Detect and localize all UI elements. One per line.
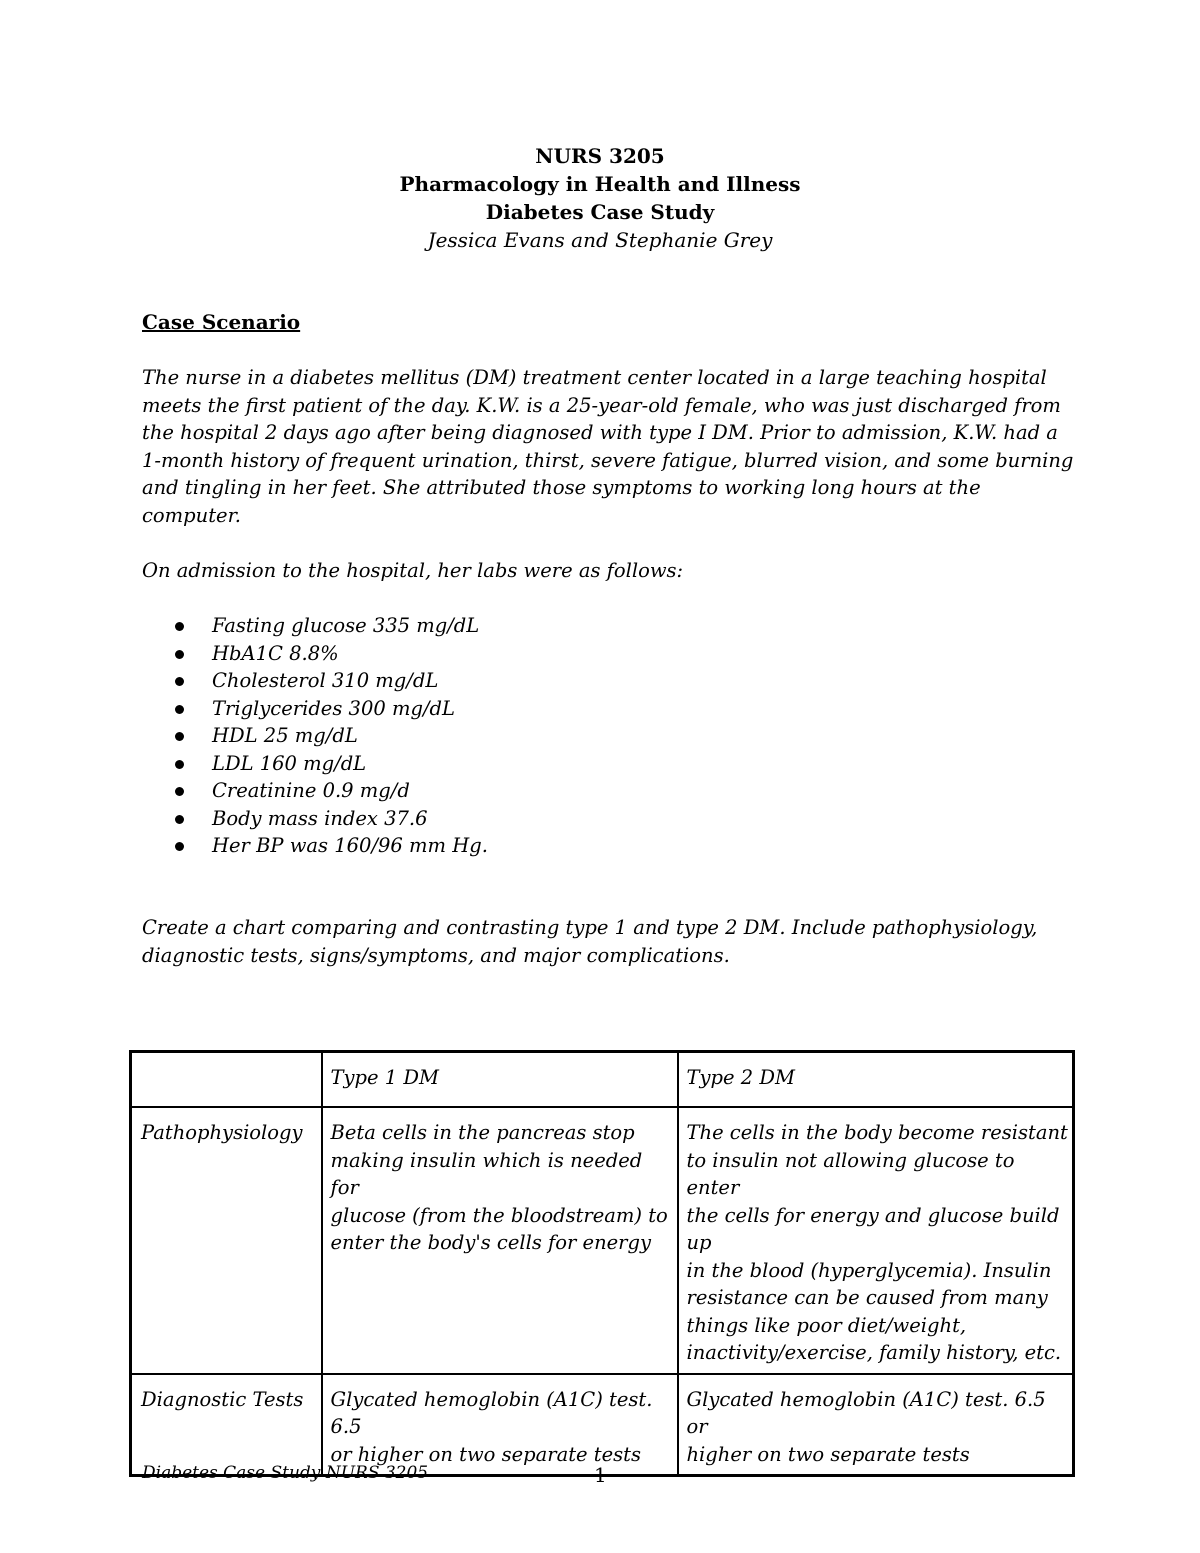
cell-line: The cells in the body become resistant — [686, 1121, 1068, 1144]
cell-line: enter the body's cells for energy — [330, 1231, 651, 1254]
title-block — [140, 142, 1060, 254]
table-header-cell: Type 1 DM — [322, 1052, 678, 1108]
cell-line: the cells for energy and glucose build up — [686, 1203, 1060, 1254]
cell-line: glucose (from the bloodstream) to — [330, 1203, 668, 1227]
paragraph-line: meets the first patient of the day. K.W. is a 25-year-old female, who was just discharged from — [142, 393, 1061, 417]
table-header-cell: Type 2 DM — [678, 1052, 1074, 1108]
cell-line: making insulin which is needed for — [330, 1148, 643, 1199]
document-title: Diabetes Case Study — [485, 200, 715, 224]
course-title: Pharmacology in Health and Illness — [399, 172, 801, 196]
cell-line: Beta cells in the pancreas stop — [330, 1121, 635, 1144]
cell-line: Glycated hemoglobin (A1C) test. 6.5 or — [686, 1387, 1046, 1438]
list-item — [142, 777, 488, 805]
list-item — [142, 832, 488, 860]
paragraph-line: computer. — [142, 503, 241, 527]
list-item — [142, 640, 488, 668]
dm-comparison-table — [129, 1050, 1075, 1477]
lab-value: Cholesterol 310 mg/dL — [212, 669, 439, 692]
lab-value: Body mass index 37.6 — [212, 806, 428, 830]
bullet-icon — [175, 842, 184, 851]
list-item — [142, 750, 488, 778]
cell-line: things like poor diet/weight, — [686, 1313, 967, 1337]
table-header-cell — [131, 1052, 322, 1108]
lab-value: LDL 160 mg/dL — [212, 751, 367, 775]
list-item — [142, 667, 488, 695]
lab-value: Creatinine 0.9 mg/d — [212, 779, 410, 802]
paragraph-line: diagnostic tests, signs/symptoms, and major complications. — [142, 943, 730, 967]
lab-value: Her BP was 160/96 mm Hg. — [212, 834, 488, 857]
cell-line: or higher on two separate tests — [330, 1442, 642, 1466]
table-cell — [678, 1107, 1074, 1374]
list-item — [142, 805, 488, 833]
row-label: Diagnostic Tests — [131, 1374, 322, 1476]
cell-line: to insulin not allowing glucose to enter — [686, 1148, 1015, 1199]
labs-intro — [142, 557, 1072, 585]
lab-value: HDL 25 mg/dL — [212, 724, 358, 747]
labs-list — [142, 612, 488, 860]
lab-value: Fasting glucose 335 mg/dL — [212, 614, 480, 637]
table-cell — [678, 1374, 1074, 1476]
task-paragraph — [142, 914, 1072, 969]
row-label: Pathophysiology — [131, 1107, 322, 1374]
table-header-row — [131, 1052, 1074, 1108]
bullet-icon — [175, 732, 184, 741]
paragraph-line: Create a chart comparing and contrasting type 1 and type 2 DM. Include pathophysiology, — [142, 916, 1038, 939]
paragraph-line: The nurse in a diabetes mellitus (DM) treatment center located in a large teaching hospital — [142, 366, 1047, 389]
cell-line: inactivity/exercise, family history, etc. — [686, 1341, 1062, 1364]
table-cell — [322, 1107, 678, 1374]
bullet-icon — [175, 677, 184, 686]
bullet-icon — [175, 815, 184, 824]
bullet-icon — [175, 622, 184, 631]
list-item — [142, 722, 488, 750]
paragraph-line: and tingling in her feet. She attributed those symptoms to working long hours at the — [142, 476, 981, 499]
bullet-icon — [175, 760, 184, 769]
authors: Jessica Evans and Stephanie Grey — [427, 228, 773, 252]
bullet-icon — [175, 650, 184, 659]
list-item — [142, 695, 488, 723]
course-code: NURS 3205 — [535, 144, 665, 168]
paragraph-line: 1-month history of frequent urination, thirst, severe fatigue, blurred vision, and some burning — [142, 448, 1074, 472]
lab-value: HbA1C 8.8% — [212, 641, 339, 665]
bullet-icon — [175, 787, 184, 796]
labs-intro-text: On admission to the hospital, her labs were as follows: — [142, 559, 684, 582]
paragraph-line: the hospital 2 days ago after being diagnosed with type I DM. Prior to admission, K.W. had a — [142, 421, 1058, 444]
page-number: 1 — [594, 1463, 607, 1487]
cell-line: Glycated hemoglobin (A1C) test. 6.5 — [330, 1387, 653, 1438]
cell-line: in the blood (hyperglycemia). Insulin — [686, 1258, 1052, 1282]
case-scenario-heading: Case Scenario — [142, 310, 301, 334]
cell-line: resistance can be caused from many — [686, 1286, 1048, 1309]
lab-value: Triglycerides 300 mg/dL — [212, 696, 455, 720]
table-row — [131, 1107, 1074, 1374]
footer-text: Diabetes Case Study NURS 3205 — [142, 1463, 429, 1483]
cell-line: higher on two separate tests — [686, 1442, 970, 1466]
list-item — [142, 612, 488, 640]
bullet-icon — [175, 705, 184, 714]
case-scenario-paragraph — [142, 364, 1072, 529]
